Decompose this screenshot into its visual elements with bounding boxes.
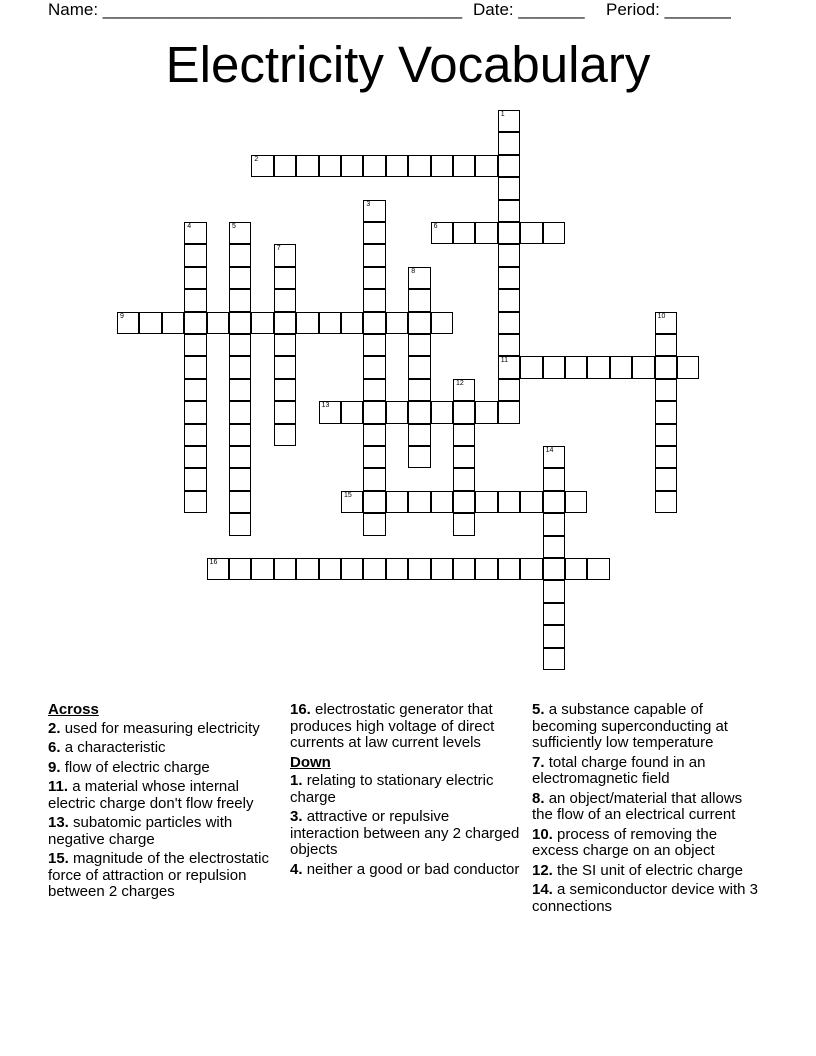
clue-number: 13 — [321, 402, 330, 410]
crossword-cell[interactable] — [655, 468, 677, 490]
crossword-cell[interactable] — [184, 356, 206, 378]
crossword-cell[interactable] — [363, 334, 385, 356]
crossword-cell[interactable] — [498, 222, 520, 244]
crossword-cell[interactable] — [386, 155, 408, 177]
crossword-cell[interactable] — [319, 401, 341, 423]
crossword-cell[interactable] — [251, 155, 273, 177]
crossword-cell[interactable] — [520, 558, 542, 580]
crossword-cell[interactable] — [543, 536, 565, 558]
crossword-cell[interactable] — [543, 625, 565, 647]
crossword-cell[interactable] — [655, 379, 677, 401]
crossword-cell[interactable] — [565, 356, 587, 378]
crossword-cell[interactable] — [184, 244, 206, 266]
period-field[interactable]: Period: _______ — [606, 0, 731, 19]
crossword-cell[interactable] — [229, 289, 251, 311]
crossword-cell[interactable] — [408, 155, 430, 177]
crossword-cell[interactable] — [543, 222, 565, 244]
crossword-cell[interactable] — [453, 491, 475, 513]
crossword-cell[interactable] — [543, 513, 565, 535]
crossword-cell[interactable] — [184, 334, 206, 356]
crossword-cell[interactable] — [184, 312, 206, 334]
crossword-cell[interactable] — [498, 491, 520, 513]
clue-number: 4 — [187, 223, 192, 230]
crossword-cell[interactable] — [431, 155, 453, 177]
down-clue: 10. process of removing the excess charge on an object — [532, 825, 718, 859]
across-heading: Across — [48, 701, 99, 718]
crossword-cell[interactable] — [498, 334, 520, 356]
crossword-cell[interactable] — [229, 222, 251, 244]
crossword-cell[interactable] — [475, 491, 497, 513]
crossword-cell[interactable] — [274, 356, 296, 378]
crossword-cell[interactable] — [498, 132, 520, 154]
crossword-cell[interactable] — [655, 356, 677, 378]
crossword-cell[interactable] — [363, 379, 385, 401]
crossword-cell[interactable] — [386, 491, 408, 513]
crossword-cell[interactable] — [229, 468, 251, 490]
clues-column-3 — [532, 702, 764, 918]
crossword-cell[interactable] — [587, 356, 609, 378]
name-field[interactable]: Name: ______________________________________ — [48, 0, 463, 19]
crossword-cell[interactable] — [341, 155, 363, 177]
crossword-cell[interactable] — [543, 580, 565, 602]
down-clue: 8. an object/material that allows the flow of an electrical current — [532, 789, 743, 823]
crossword-cell[interactable] — [363, 424, 385, 446]
crossword-cell[interactable] — [408, 267, 430, 289]
crossword-cell[interactable] — [117, 312, 139, 334]
crossword-cell[interactable] — [431, 222, 453, 244]
across-clue: 2. used for measuring electricity — [48, 719, 260, 737]
crossword-cell[interactable] — [655, 446, 677, 468]
crossword-cell[interactable] — [408, 289, 430, 311]
clue-number: 5 — [232, 223, 236, 230]
date-field[interactable]: Date: _______ — [473, 0, 585, 19]
crossword-cell[interactable] — [296, 312, 318, 334]
crossword-cell[interactable] — [408, 424, 430, 446]
crossword-cell[interactable] — [341, 558, 363, 580]
crossword-cell[interactable] — [229, 513, 251, 535]
clue-number: 6 — [433, 223, 438, 230]
crossword-cell[interactable] — [408, 491, 430, 513]
crossword-cell[interactable] — [184, 446, 206, 468]
crossword-cell[interactable] — [274, 424, 296, 446]
crossword-cell[interactable] — [498, 267, 520, 289]
crossword-cell[interactable] — [363, 356, 385, 378]
across-clue: 13. subatomic particles with negative charge — [48, 814, 233, 848]
crossword-cell[interactable] — [363, 513, 385, 535]
crossword-cell[interactable] — [520, 491, 542, 513]
down-clue: 4. neither a good or bad conductor — [290, 860, 520, 878]
crossword-cell[interactable] — [632, 356, 654, 378]
crossword-cell[interactable] — [363, 468, 385, 490]
crossword-cell[interactable] — [341, 401, 363, 423]
crossword-cell[interactable] — [363, 155, 385, 177]
crossword-cell[interactable] — [655, 424, 677, 446]
across-clue: 15. magnitude of the electrostatic force of attraction or repulsion between 2 charges — [48, 850, 269, 900]
crossword-cell[interactable] — [520, 356, 542, 378]
clues-column-2 — [290, 702, 522, 881]
crossword-cell[interactable] — [543, 558, 565, 580]
crossword-cell[interactable] — [207, 558, 229, 580]
crossword-cell[interactable] — [453, 513, 475, 535]
crossword-cell[interactable] — [319, 312, 341, 334]
crossword-cell[interactable] — [341, 491, 363, 513]
crossword-cell[interactable] — [229, 446, 251, 468]
crossword-cell[interactable] — [543, 603, 565, 625]
crossword-cell[interactable] — [408, 446, 430, 468]
across-clue: 6. a characteristic — [48, 739, 166, 756]
crossword-cell[interactable] — [453, 558, 475, 580]
clue-number: 9 — [120, 312, 124, 320]
crossword-cell[interactable] — [655, 401, 677, 423]
crossword-cell[interactable] — [475, 401, 497, 423]
across-clue: 16. electrostatic generator that produces high voltage of direct currents at law current levels — [290, 701, 495, 751]
crossword-cell[interactable] — [475, 155, 497, 177]
crossword-cell[interactable] — [229, 356, 251, 378]
crossword-cell[interactable] — [274, 244, 296, 266]
crossword-cell[interactable] — [229, 401, 251, 423]
crossword-cell[interactable] — [498, 312, 520, 334]
crossword-cell[interactable] — [274, 267, 296, 289]
crossword-cell[interactable] — [363, 289, 385, 311]
crossword-cell[interactable] — [229, 312, 251, 334]
across-clue: 11. a material whose internal electric charge don't flow freely — [48, 778, 254, 812]
crossword-cell[interactable] — [655, 491, 677, 513]
crossword-cell[interactable] — [408, 356, 430, 378]
crossword-cell[interactable] — [274, 289, 296, 311]
crossword-cell[interactable] — [229, 334, 251, 356]
crossword-cell[interactable] — [229, 379, 251, 401]
crossword-cell[interactable] — [431, 558, 453, 580]
crossword-cell[interactable] — [587, 558, 609, 580]
crossword-cell[interactable] — [386, 401, 408, 423]
down-clue: 12. the SI unit of electric charge — [532, 861, 743, 879]
crossword-cell[interactable] — [431, 491, 453, 513]
crossword-cell[interactable] — [543, 446, 565, 468]
crossword-cell[interactable] — [162, 312, 184, 334]
crossword-cell[interactable] — [363, 558, 385, 580]
crossword-cell[interactable] — [498, 558, 520, 580]
crossword-cell[interactable] — [184, 468, 206, 490]
clue-number: 8 — [411, 267, 416, 275]
crossword-cell[interactable] — [408, 334, 430, 356]
crossword-cell[interactable] — [296, 155, 318, 177]
crossword-cell[interactable] — [386, 558, 408, 580]
clue-number: 12 — [456, 379, 464, 387]
crossword-cell[interactable] — [677, 356, 699, 378]
clue-number: 16 — [209, 559, 218, 566]
clue-number: 15 — [344, 491, 352, 499]
crossword-cell[interactable] — [453, 155, 475, 177]
crossword-cell[interactable] — [229, 491, 251, 513]
crossword-cell[interactable] — [498, 110, 520, 132]
crossword-cell[interactable] — [610, 356, 632, 378]
crossword-cell[interactable] — [229, 424, 251, 446]
clue-number: 2 — [254, 155, 259, 163]
crossword-cell[interactable] — [296, 558, 318, 580]
crossword-cell[interactable] — [363, 200, 385, 222]
crossword-cell[interactable] — [229, 267, 251, 289]
crossword-cell[interactable] — [363, 267, 385, 289]
crossword-cell[interactable] — [543, 356, 565, 378]
crossword-cell[interactable] — [431, 312, 453, 334]
crossword-cell[interactable] — [565, 558, 587, 580]
crossword-cell[interactable] — [184, 424, 206, 446]
crossword-cell[interactable] — [498, 155, 520, 177]
crossword-cell[interactable] — [184, 379, 206, 401]
crossword-cell[interactable] — [251, 558, 273, 580]
crossword-cell[interactable] — [274, 379, 296, 401]
down-clue: 14. a semiconductor device with 3 connections — [532, 881, 758, 915]
down-clue: 7. total charge found in an electromagnetic field — [532, 753, 706, 787]
crossword-cell[interactable] — [363, 446, 385, 468]
clue-number: 11 — [500, 357, 509, 365]
clue-number: 3 — [366, 200, 371, 208]
crossword-cell[interactable] — [341, 312, 363, 334]
crossword-cell[interactable] — [408, 401, 430, 423]
crossword-cell[interactable] — [184, 267, 206, 289]
crossword-cell[interactable] — [453, 379, 475, 401]
crossword-cell[interactable] — [363, 401, 385, 423]
crossword-cell[interactable] — [408, 312, 430, 334]
clues-column-1 — [48, 702, 280, 904]
crossword-cell[interactable] — [363, 491, 385, 513]
crossword-cell[interactable] — [543, 491, 565, 513]
crossword-cell[interactable] — [251, 312, 273, 334]
crossword-cell[interactable] — [229, 558, 251, 580]
crossword-cell[interactable] — [498, 356, 520, 378]
clue-number: 1 — [500, 111, 505, 118]
crossword-cell[interactable] — [453, 446, 475, 468]
crossword-cell[interactable] — [363, 222, 385, 244]
crossword-cell[interactable] — [184, 401, 206, 423]
crossword-cell[interactable] — [475, 558, 497, 580]
crossword-cell[interactable] — [408, 379, 430, 401]
crossword-cell[interactable] — [520, 222, 542, 244]
crossword-cell[interactable] — [543, 648, 565, 670]
crossword-cell[interactable] — [453, 468, 475, 490]
clue-number: 7 — [276, 245, 281, 253]
crossword-cell[interactable] — [475, 222, 497, 244]
crossword-cell[interactable] — [655, 334, 677, 356]
crossword-cell[interactable] — [184, 289, 206, 311]
crossword-cell[interactable] — [274, 558, 296, 580]
down-clue: 5. a substance capable of becoming superconducting at sufficiently low temperature — [532, 701, 728, 751]
across-clue: 9. flow of electric charge — [48, 758, 210, 776]
crossword-cell[interactable] — [229, 244, 251, 266]
crossword-cell[interactable] — [274, 334, 296, 356]
down-clue: 1. relating to stationary electric charge — [290, 772, 494, 806]
crossword-cell[interactable] — [453, 222, 475, 244]
clue-number: 10 — [657, 312, 666, 320]
crossword-cell[interactable] — [431, 401, 453, 423]
page-title: Electricity Vocabulary — [165, 36, 651, 93]
crossword-cell[interactable] — [565, 491, 587, 513]
crossword-cell[interactable] — [184, 222, 206, 244]
crossword-cell[interactable] — [453, 401, 475, 423]
clue-number: 14 — [545, 447, 554, 454]
crossword-cell[interactable] — [319, 558, 341, 580]
crossword-cell[interactable] — [274, 155, 296, 177]
crossword-cell[interactable] — [363, 312, 385, 334]
down-clue: 3. attractive or repulsive interaction between any 2 charged objects — [290, 808, 520, 858]
crossword-cell[interactable] — [498, 200, 520, 222]
crossword-cell[interactable] — [386, 312, 408, 334]
crossword-cell[interactable] — [498, 177, 520, 199]
crossword-cell[interactable] — [274, 312, 296, 334]
crossword-cell[interactable] — [498, 401, 520, 423]
crossword-cell[interactable] — [184, 491, 206, 513]
crossword-cell[interactable] — [139, 312, 161, 334]
crossword-cell[interactable] — [655, 312, 677, 334]
crossword-cell[interactable] — [498, 379, 520, 401]
crossword-cell[interactable] — [319, 155, 341, 177]
crossword-cell[interactable] — [363, 244, 385, 266]
crossword-cell[interactable] — [274, 401, 296, 423]
crossword-cell[interactable] — [498, 289, 520, 311]
crossword-cell[interactable] — [498, 244, 520, 266]
crossword-cell[interactable] — [453, 424, 475, 446]
crossword-cell[interactable] — [408, 558, 430, 580]
crossword-cell[interactable] — [543, 468, 565, 490]
down-heading: Down — [290, 753, 331, 771]
crossword-cell[interactable] — [207, 312, 229, 334]
